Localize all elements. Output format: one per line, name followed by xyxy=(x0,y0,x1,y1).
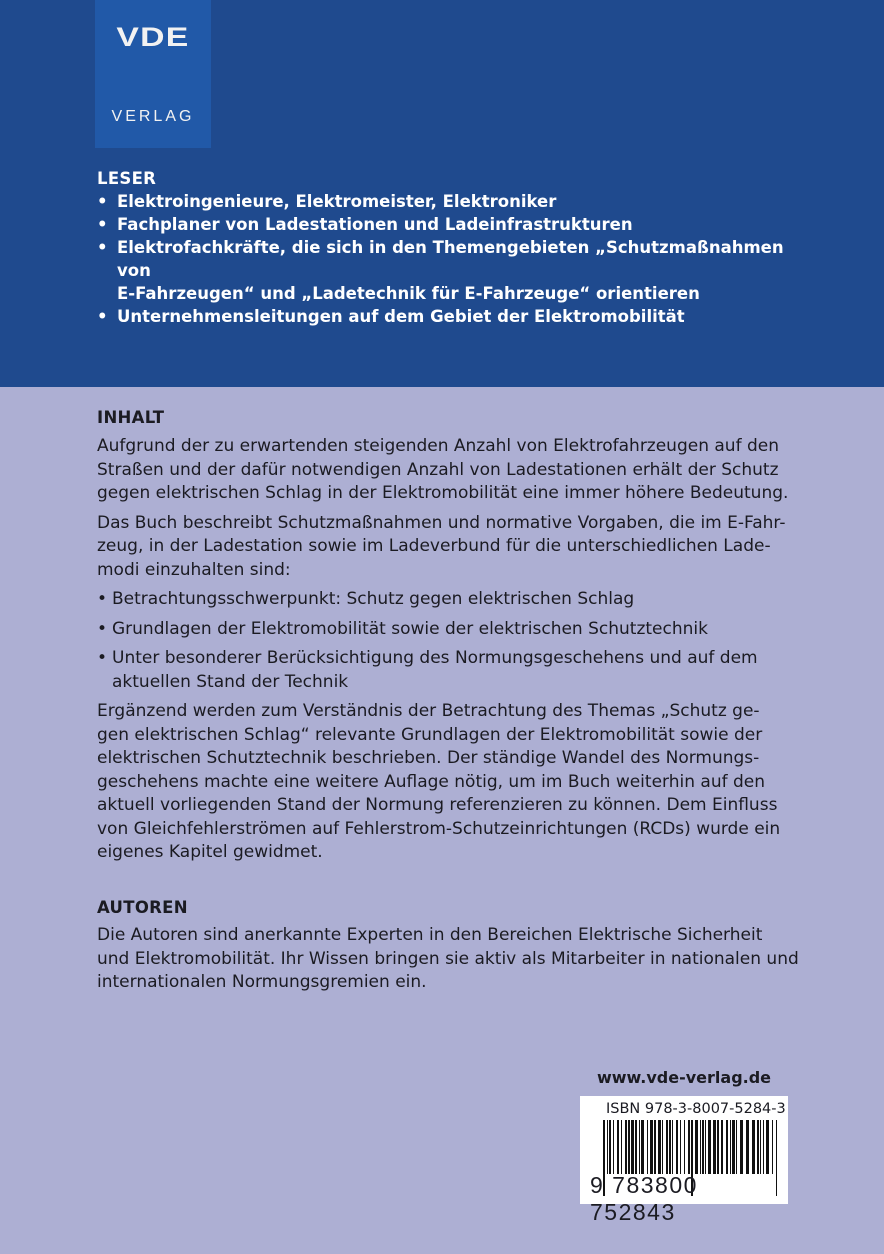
autoren-section xyxy=(97,896,807,995)
barcode-bar xyxy=(650,1120,653,1174)
barcode-bar xyxy=(717,1120,719,1174)
barcode-bar xyxy=(684,1120,685,1174)
text-line: modi einzuhalten sind: xyxy=(97,559,291,580)
barcode-digits: 9 783800 752843 xyxy=(590,1172,698,1225)
barcode-bar xyxy=(654,1120,656,1174)
barcode-bar xyxy=(647,1120,648,1174)
leser-heading: LESER xyxy=(97,169,157,188)
inhalt-section xyxy=(97,406,807,865)
text-line: geschehens machte eine weitere Auflage nötig, um im Buch weiterhin auf den xyxy=(97,771,766,792)
text-line: zeug, in der Ladestation sowie im Ladeverbund für die unterschiedlichen Lade- xyxy=(97,536,771,556)
inhalt-paragraph-3 xyxy=(97,700,807,865)
autoren-heading: AUTOREN xyxy=(97,898,188,917)
barcode-bar xyxy=(700,1120,701,1174)
barcode-bar xyxy=(666,1120,668,1174)
barcode-bar xyxy=(772,1120,773,1174)
barcode-bar xyxy=(726,1120,728,1174)
barcode-bar xyxy=(680,1120,681,1174)
list-item-text: Unter besonderer Berücksichtigung des Normungsgeschehens und auf dem xyxy=(112,648,758,668)
list-item xyxy=(97,647,807,694)
bullet-icon: • xyxy=(97,215,108,234)
barcode-bar xyxy=(669,1120,671,1174)
list-item-text: Elektroingenieure, Elektromeister, Elektroniker xyxy=(117,192,557,211)
list-item xyxy=(97,213,807,236)
list-item xyxy=(97,588,807,612)
bullet-icon: • xyxy=(97,192,108,211)
list-item-text: Unternehmensleitungen auf dem Gebiet der Elektromobilität xyxy=(117,307,685,326)
barcode-bar xyxy=(662,1120,663,1174)
barcode-bar xyxy=(752,1120,755,1174)
isbn-text: ISBN 978-3-8007-5284-3 xyxy=(606,1101,786,1117)
bullet-icon: • xyxy=(97,648,108,668)
logo-sub: VERLAG xyxy=(111,108,195,125)
inhalt-heading: INHALT xyxy=(97,408,165,427)
bullet-icon: • xyxy=(97,618,108,639)
vde-verlag-logo xyxy=(95,0,211,148)
barcode-bar xyxy=(713,1120,716,1174)
barcode-bar xyxy=(708,1120,711,1174)
list-item-text: E-Fahrzeugen“ und „Ladetechnik für E-Fahrzeuge“ orientieren xyxy=(117,284,700,303)
barcode-bar xyxy=(702,1120,704,1174)
barcode-bar xyxy=(688,1120,690,1174)
barcode-bar xyxy=(625,1120,627,1174)
barcode-bar xyxy=(730,1120,731,1174)
list-item xyxy=(97,236,807,305)
text-line: Ergänzend werden zum Verständnis der Betrachtung des Themas „Schutz ge- xyxy=(97,701,760,721)
text-line: Das Buch beschreibt Schutzmaßnahmen und normative Vorgaben, die im E-Fahr- xyxy=(97,512,786,533)
barcode-bar xyxy=(676,1120,678,1174)
barcode-bar xyxy=(658,1120,661,1174)
bullet-icon: • xyxy=(97,589,108,609)
list-item-text: Grundlagen der Elektromobilität sowie der elektrischen Schutztechnik xyxy=(112,618,708,639)
barcode-bar xyxy=(760,1120,761,1174)
text-line: Die Autoren sind anerkannte Experten in den Bereichen Elektrische Sicherheit xyxy=(97,925,763,945)
list-item xyxy=(97,305,807,328)
barcode-bar xyxy=(757,1120,759,1174)
barcode-bar xyxy=(721,1120,723,1174)
barcode-bar xyxy=(641,1120,644,1174)
list-item-text: Elektrofachkräfte, die sich in den Themengebieten „Schutzmaßnahmen von xyxy=(117,238,784,280)
inhalt-bullets xyxy=(97,588,807,694)
website-link[interactable]: www.vde-verlag.de xyxy=(596,1068,772,1087)
barcode-bar xyxy=(736,1120,737,1174)
barcode-bar xyxy=(695,1120,698,1174)
logo-brand: VDE xyxy=(116,22,190,52)
barcode-bar xyxy=(705,1120,706,1174)
barcode-box xyxy=(580,1096,788,1225)
barcode-bar xyxy=(672,1120,673,1174)
barcode-bar xyxy=(732,1120,735,1174)
barcode-bar xyxy=(631,1120,634,1174)
barcode-bar xyxy=(635,1120,637,1174)
text-line: elektrischen Schutztechnik beschrieben. Der ständige Wandel des Normungs- xyxy=(97,748,760,768)
list-item-text: Fachplaner von Ladestationen und Ladeinfrastrukturen xyxy=(117,215,633,234)
barcode-bar xyxy=(613,1120,614,1174)
barcode-bar xyxy=(628,1120,630,1174)
inhalt-paragraph-2 xyxy=(97,512,807,583)
text-line: gen elektrischen Schlag“ relevante Grundlagen der Elektromobilität sowie der xyxy=(97,724,763,745)
bullet-icon: • xyxy=(97,238,108,257)
barcode-bar xyxy=(617,1120,619,1174)
bullet-icon: • xyxy=(97,307,108,326)
barcode-bar xyxy=(607,1120,608,1174)
leser-list xyxy=(97,190,807,328)
text-line: und Elektromobilität. Ihr Wissen bringen sie aktiv als Mitarbeiter in nationalen und xyxy=(97,948,799,969)
list-item-text: aktuellen Stand der Technik xyxy=(112,671,349,692)
barcode-bar xyxy=(621,1120,622,1174)
barcode-bar xyxy=(746,1120,749,1174)
autoren-paragraph xyxy=(97,924,807,995)
top-band xyxy=(0,0,884,387)
inhalt-paragraph-1 xyxy=(97,435,807,506)
barcode-bar xyxy=(740,1120,743,1174)
list-item xyxy=(97,190,807,213)
text-line: Straßen und der dafür notwendigen Anzahl von Ladestationen erhält der Schutz xyxy=(97,459,779,480)
text-line: internationalen Normungsgremien ein. xyxy=(97,972,427,992)
list-item-text: Betrachtungsschwerpunkt: Schutz gegen elektrischen Schlag xyxy=(112,589,635,609)
text-line: eigenes Kapitel gewidmet. xyxy=(97,842,323,862)
list-item xyxy=(97,618,807,642)
text-line: von Gleichfehlerströmen auf Fehlerstrom-Schutzeinrichtungen (RCDs) wurde ein xyxy=(97,818,781,839)
barcode-bar xyxy=(639,1120,640,1174)
barcode-bar xyxy=(766,1120,769,1174)
leser-section xyxy=(97,167,807,328)
text-line: gegen elektrischen Schlag in der Elektromobilität eine immer höhere Bedeutung. xyxy=(97,483,789,503)
barcode-bar xyxy=(609,1120,611,1174)
text-line: Aufgrund der zu erwartenden steigenden Anzahl von Elektrofahrzeugen auf den xyxy=(97,436,779,456)
text-line: aktuell vorliegenden Stand der Normung referenzieren zu können. Dem Einfluss xyxy=(97,795,778,815)
barcode-bar xyxy=(763,1120,764,1174)
